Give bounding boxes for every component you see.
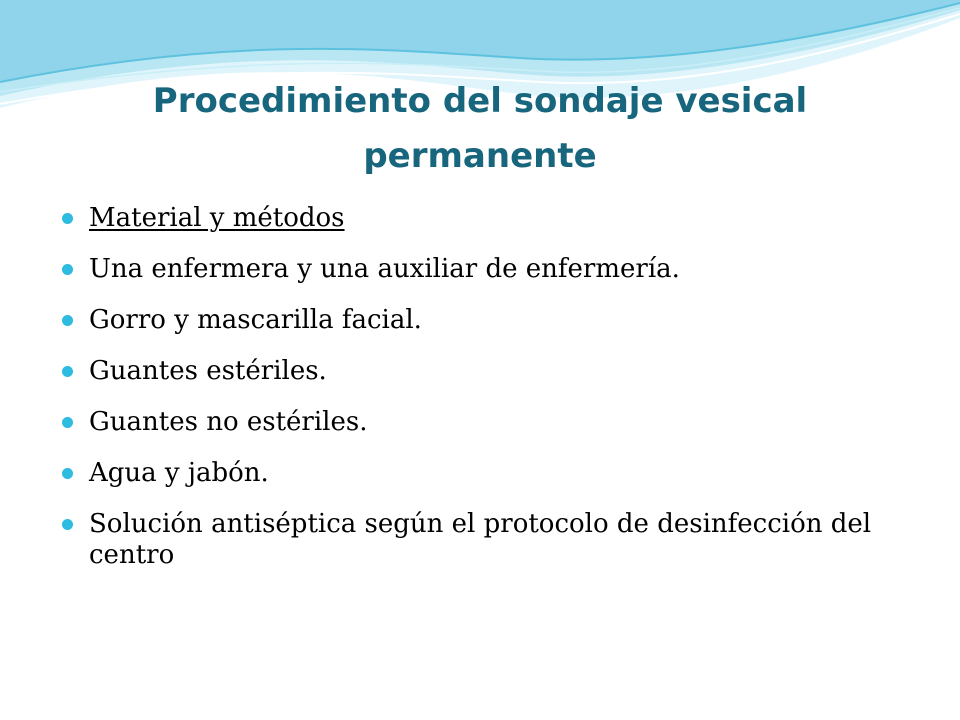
bullet-item-agua-jabon (62, 458, 882, 489)
bullet-dot-icon (62, 315, 73, 326)
bullet-item-solucion-antiseptica (62, 509, 882, 571)
bullet-text: Guantes no estériles. (89, 407, 368, 437)
bullet-item-gorro-mascarilla (62, 305, 882, 336)
bullet-item-material-y-metodos (62, 203, 882, 234)
bullet-dot-icon (62, 519, 73, 530)
bullet-item-guantes-no-esteriles (62, 407, 882, 438)
bullet-text: Material y métodos (89, 203, 345, 233)
bullet-text: Una enfermera y una auxiliar de enfermería. (89, 254, 680, 284)
bullet-list (62, 203, 882, 591)
bullet-text: Guantes estériles. (89, 356, 327, 386)
bullet-item-personal (62, 254, 882, 285)
bullet-text: Gorro y mascarilla facial. (89, 305, 422, 335)
bullet-dot-icon (62, 264, 73, 275)
bullet-text: Agua y jabón. (89, 458, 269, 488)
bullet-dot-icon (62, 417, 73, 428)
bullet-dot-icon (62, 366, 73, 377)
bullet-dot-icon (62, 213, 73, 224)
bullet-text: Solución antiséptica según el protocolo de desinfección del centro (89, 509, 872, 570)
slide-title: Procedimiento del sondaje vesical permanente (152, 81, 808, 176)
bullet-item-guantes-esteriles (62, 356, 882, 387)
bullet-dot-icon (62, 468, 73, 479)
